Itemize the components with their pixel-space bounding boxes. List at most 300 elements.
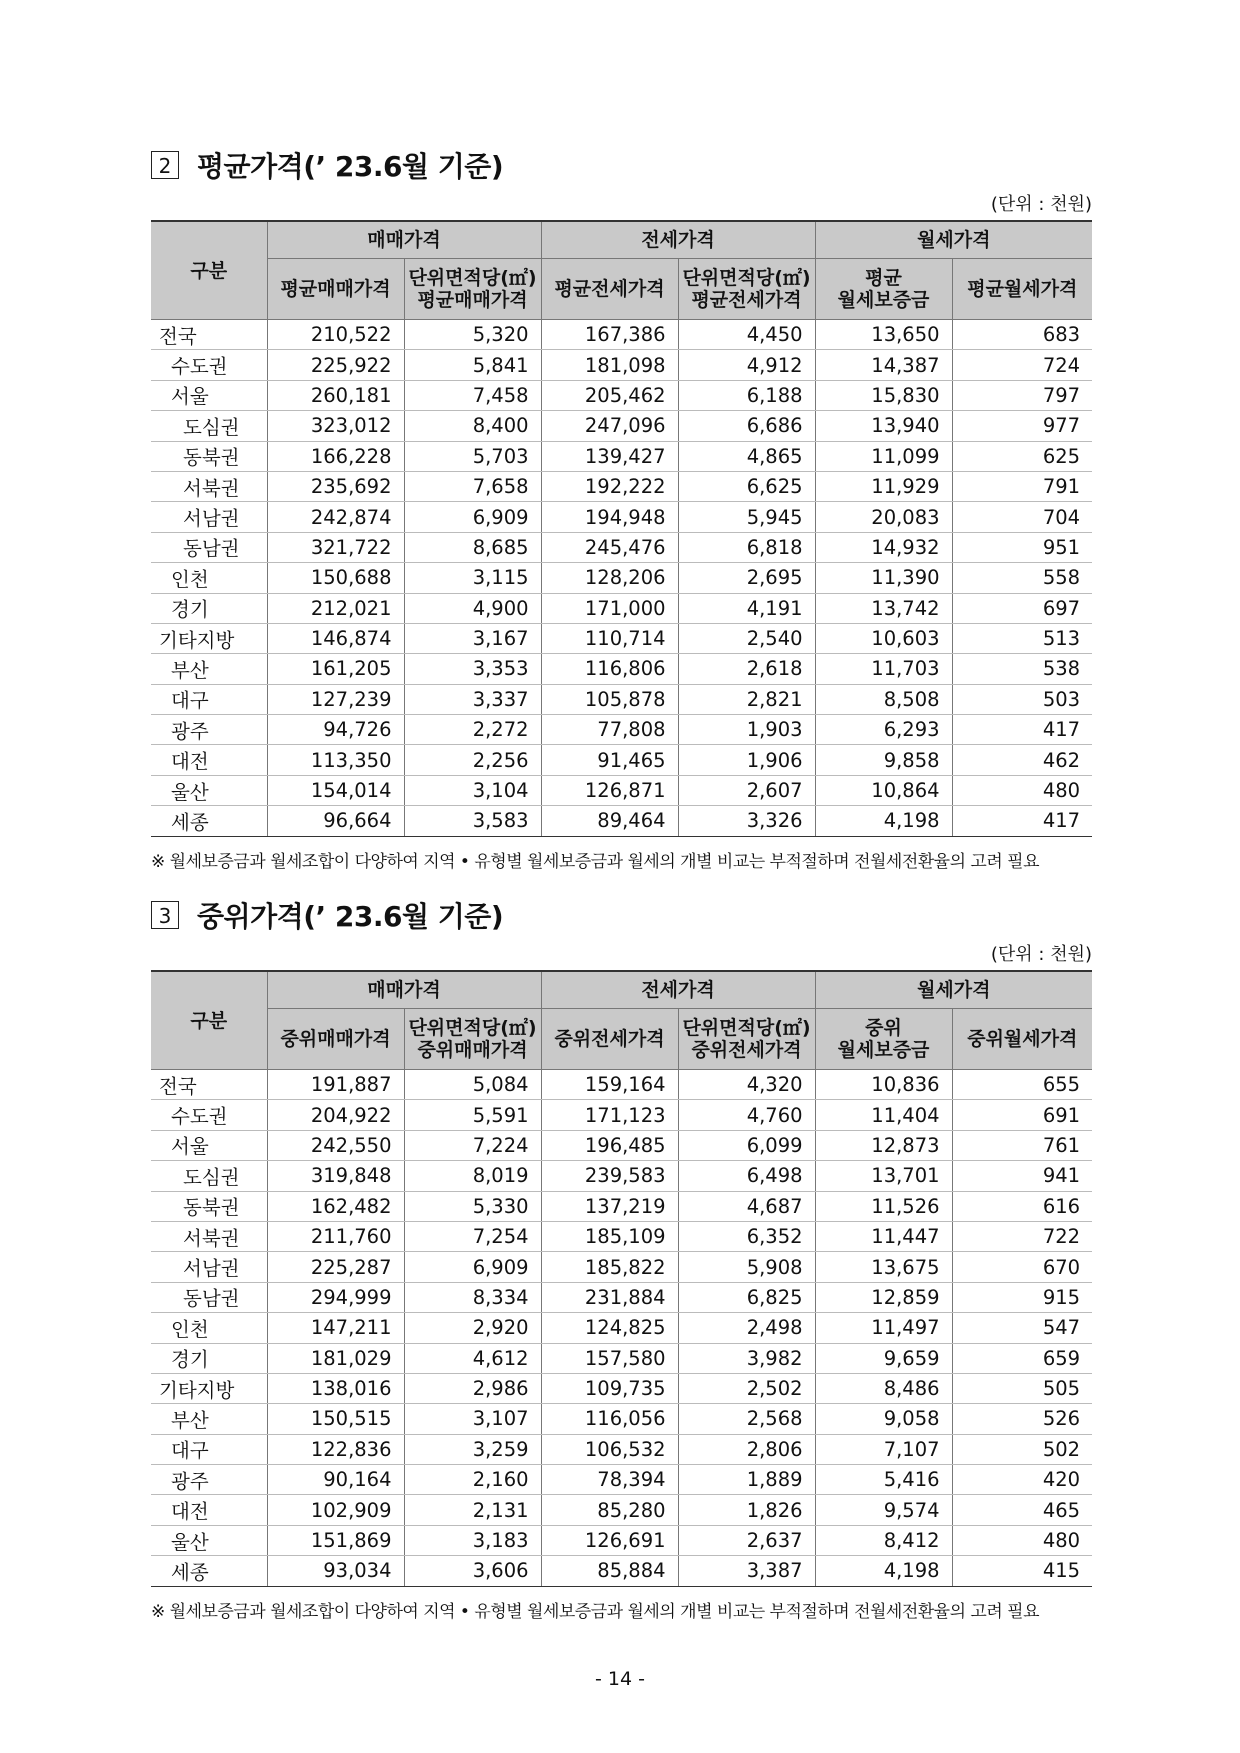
- value-cell: 211,760: [267, 1221, 404, 1251]
- value-cell: 5,841: [404, 350, 541, 380]
- value-cell: 154,014: [267, 775, 404, 805]
- value-cell: 3,353: [404, 654, 541, 684]
- value-cell: 7,107: [815, 1434, 952, 1464]
- value-cell: 2,806: [678, 1434, 815, 1464]
- value-cell: 6,293: [815, 715, 952, 745]
- value-cell: 12,859: [815, 1282, 952, 1312]
- region-cell: 동북권: [151, 1191, 267, 1221]
- value-cell: 166,228: [267, 441, 404, 471]
- value-cell: 2,160: [404, 1465, 541, 1495]
- value-cell: 185,109: [541, 1221, 678, 1251]
- value-cell: 797: [952, 380, 1092, 410]
- group-header: 매매가격: [267, 221, 541, 259]
- value-cell: 181,098: [541, 350, 678, 380]
- value-cell: 420: [952, 1465, 1092, 1495]
- value-cell: 503: [952, 684, 1092, 714]
- column-header: 중위매매가격: [267, 1009, 404, 1070]
- value-cell: 724: [952, 350, 1092, 380]
- region-cell: 서남권: [151, 502, 267, 532]
- region-cell: 인천: [151, 1313, 267, 1343]
- value-cell: 93,034: [267, 1556, 404, 1586]
- value-cell: 161,205: [267, 654, 404, 684]
- value-cell: 191,887: [267, 1070, 404, 1100]
- value-cell: 4,900: [404, 593, 541, 623]
- value-cell: 210,522: [267, 320, 404, 350]
- section-heading: 평균가격(’ 23.6월 기준): [197, 150, 504, 183]
- value-cell: 13,675: [815, 1252, 952, 1282]
- table-row: [151, 350, 1092, 380]
- value-cell: 4,198: [815, 1556, 952, 1586]
- value-cell: 239,583: [541, 1161, 678, 1191]
- value-cell: 8,685: [404, 532, 541, 562]
- value-cell: 8,400: [404, 411, 541, 441]
- value-cell: 127,239: [267, 684, 404, 714]
- value-cell: 89,464: [541, 806, 678, 836]
- value-cell: 245,476: [541, 532, 678, 562]
- table-row: [151, 532, 1092, 562]
- value-cell: 116,806: [541, 654, 678, 684]
- column-header: 중위전세가격: [541, 1009, 678, 1070]
- value-cell: 96,664: [267, 806, 404, 836]
- value-cell: 91,465: [541, 745, 678, 775]
- value-cell: 761: [952, 1130, 1092, 1160]
- table-row: [151, 1161, 1092, 1191]
- value-cell: 151,869: [267, 1525, 404, 1555]
- value-cell: 4,687: [678, 1191, 815, 1221]
- region-cell: 동북권: [151, 441, 267, 471]
- value-cell: 13,742: [815, 593, 952, 623]
- value-cell: 138,016: [267, 1373, 404, 1403]
- region-cell: 인천: [151, 563, 267, 593]
- value-cell: 8,412: [815, 1525, 952, 1555]
- value-cell: 3,259: [404, 1434, 541, 1464]
- region-header: 구분: [151, 971, 267, 1070]
- value-cell: 8,019: [404, 1161, 541, 1191]
- region-cell: 전국: [151, 320, 267, 350]
- value-cell: 7,658: [404, 471, 541, 501]
- value-cell: 11,497: [815, 1313, 952, 1343]
- column-header: 평균전세가격: [541, 259, 678, 320]
- value-cell: 146,874: [267, 623, 404, 653]
- value-cell: 235,692: [267, 471, 404, 501]
- group-header: 전세가격: [541, 971, 815, 1009]
- table-row: [151, 1313, 1092, 1343]
- value-cell: 11,447: [815, 1221, 952, 1251]
- table-row: [151, 1130, 1092, 1160]
- region-cell: 기타지방: [151, 1373, 267, 1403]
- value-cell: 110,714: [541, 623, 678, 653]
- value-cell: 225,922: [267, 350, 404, 380]
- value-cell: 147,211: [267, 1313, 404, 1343]
- value-cell: 9,574: [815, 1495, 952, 1525]
- value-cell: 3,167: [404, 623, 541, 653]
- value-cell: 2,498: [678, 1313, 815, 1343]
- table-row: [151, 502, 1092, 532]
- value-cell: 171,000: [541, 593, 678, 623]
- value-cell: 951: [952, 532, 1092, 562]
- value-cell: 7,458: [404, 380, 541, 410]
- column-header: 중위월세가격: [952, 1009, 1092, 1070]
- table-row: [151, 1221, 1092, 1251]
- value-cell: 6,686: [678, 411, 815, 441]
- value-cell: 260,181: [267, 380, 404, 410]
- section-number: 2: [151, 151, 179, 179]
- value-cell: 194,948: [541, 502, 678, 532]
- section-heading: 중위가격(’ 23.6월 기준): [197, 900, 504, 933]
- value-cell: 113,350: [267, 745, 404, 775]
- group-header: 월세가격: [815, 221, 1092, 259]
- value-cell: 242,874: [267, 502, 404, 532]
- value-cell: 6,818: [678, 532, 815, 562]
- value-cell: 205,462: [541, 380, 678, 410]
- region-cell: 전국: [151, 1070, 267, 1100]
- value-cell: 11,390: [815, 563, 952, 593]
- table-row: [151, 775, 1092, 805]
- section-title: [151, 140, 1092, 190]
- region-cell: 대전: [151, 1495, 267, 1525]
- column-header: 단위면적당(㎡) 중위전세가격: [678, 1009, 815, 1070]
- value-cell: 294,999: [267, 1282, 404, 1312]
- region-cell: 세종: [151, 1556, 267, 1586]
- section-number: 3: [151, 901, 179, 929]
- value-cell: 3,104: [404, 775, 541, 805]
- value-cell: 616: [952, 1191, 1092, 1221]
- region-cell: 울산: [151, 775, 267, 805]
- value-cell: 20,083: [815, 502, 952, 532]
- value-cell: 505: [952, 1373, 1092, 1403]
- table-row: [151, 441, 1092, 471]
- value-cell: 128,206: [541, 563, 678, 593]
- column-header: 평균 월세보증금: [815, 259, 952, 320]
- value-cell: 625: [952, 441, 1092, 471]
- region-cell: 수도권: [151, 1100, 267, 1130]
- region-header: 구분: [151, 221, 267, 320]
- value-cell: 538: [952, 654, 1092, 684]
- unit-label: (단위 : 천원): [990, 944, 1092, 965]
- value-cell: 2,131: [404, 1495, 541, 1525]
- value-cell: 321,722: [267, 532, 404, 562]
- region-cell: 경기: [151, 593, 267, 623]
- footnote: ※ 월세보증금과 월세조합이 다양하여 지역 • 유형별 월세보증금과 월세의 개별 비교는 부적절하며 전월세전환율의 고려 필요: [151, 851, 1040, 872]
- value-cell: 192,222: [541, 471, 678, 501]
- value-cell: 4,320: [678, 1070, 815, 1100]
- region-cell: 서울: [151, 380, 267, 410]
- value-cell: 124,825: [541, 1313, 678, 1343]
- value-cell: 6,498: [678, 1161, 815, 1191]
- column-header: 평균월세가격: [952, 259, 1092, 320]
- value-cell: 11,099: [815, 441, 952, 471]
- price-table: [151, 970, 1092, 1587]
- value-cell: 5,591: [404, 1100, 541, 1130]
- table-row: [151, 320, 1092, 350]
- region-cell: 부산: [151, 1404, 267, 1434]
- value-cell: 4,450: [678, 320, 815, 350]
- value-cell: 7,224: [404, 1130, 541, 1160]
- column-header: 평균매매가격: [267, 259, 404, 320]
- value-cell: 6,099: [678, 1130, 815, 1160]
- value-cell: 247,096: [541, 411, 678, 441]
- value-cell: 5,945: [678, 502, 815, 532]
- value-cell: 691: [952, 1100, 1092, 1130]
- value-cell: 167,386: [541, 320, 678, 350]
- value-cell: 465: [952, 1495, 1092, 1525]
- value-cell: 6,625: [678, 471, 815, 501]
- column-header: 중위 월세보증금: [815, 1009, 952, 1070]
- value-cell: 106,532: [541, 1434, 678, 1464]
- value-cell: 9,858: [815, 745, 952, 775]
- value-cell: 78,394: [541, 1465, 678, 1495]
- region-cell: 대구: [151, 1434, 267, 1464]
- value-cell: 171,123: [541, 1100, 678, 1130]
- value-cell: 8,334: [404, 1282, 541, 1312]
- value-cell: 2,637: [678, 1525, 815, 1555]
- value-cell: 480: [952, 775, 1092, 805]
- value-cell: 5,703: [404, 441, 541, 471]
- table-row: [151, 593, 1092, 623]
- value-cell: 4,760: [678, 1100, 815, 1130]
- table-row: [151, 1191, 1092, 1221]
- value-cell: 3,115: [404, 563, 541, 593]
- value-cell: 7,254: [404, 1221, 541, 1251]
- section-title: [151, 890, 1092, 940]
- value-cell: 1,906: [678, 745, 815, 775]
- value-cell: 319,848: [267, 1161, 404, 1191]
- value-cell: 3,583: [404, 806, 541, 836]
- value-cell: 9,659: [815, 1343, 952, 1373]
- value-cell: 5,416: [815, 1465, 952, 1495]
- region-cell: 수도권: [151, 350, 267, 380]
- value-cell: 683: [952, 320, 1092, 350]
- value-cell: 2,540: [678, 623, 815, 653]
- value-cell: 10,836: [815, 1070, 952, 1100]
- value-cell: 11,703: [815, 654, 952, 684]
- column-header: 단위면적당(㎡) 평균전세가격: [678, 259, 815, 320]
- value-cell: 4,191: [678, 593, 815, 623]
- region-cell: 서남권: [151, 1252, 267, 1282]
- table-row: [151, 563, 1092, 593]
- value-cell: 105,878: [541, 684, 678, 714]
- value-cell: 2,695: [678, 563, 815, 593]
- region-cell: 경기: [151, 1343, 267, 1373]
- value-cell: 102,909: [267, 1495, 404, 1525]
- group-header: 매매가격: [267, 971, 541, 1009]
- value-cell: 722: [952, 1221, 1092, 1251]
- table-row: [151, 380, 1092, 410]
- value-cell: 3,183: [404, 1525, 541, 1555]
- value-cell: 14,387: [815, 350, 952, 380]
- value-cell: 1,903: [678, 715, 815, 745]
- value-cell: 5,330: [404, 1191, 541, 1221]
- value-cell: 85,884: [541, 1556, 678, 1586]
- value-cell: 791: [952, 471, 1092, 501]
- group-header: 전세가격: [541, 221, 815, 259]
- value-cell: 6,352: [678, 1221, 815, 1251]
- region-cell: 도심권: [151, 1161, 267, 1191]
- table-row: [151, 623, 1092, 653]
- value-cell: 94,726: [267, 715, 404, 745]
- region-cell: 기타지방: [151, 623, 267, 653]
- value-cell: 11,404: [815, 1100, 952, 1130]
- value-cell: 150,688: [267, 563, 404, 593]
- value-cell: 139,427: [541, 441, 678, 471]
- value-cell: 159,164: [541, 1070, 678, 1100]
- unit-label: (단위 : 천원): [990, 194, 1092, 215]
- value-cell: 150,515: [267, 1404, 404, 1434]
- value-cell: 8,486: [815, 1373, 952, 1403]
- value-cell: 2,920: [404, 1313, 541, 1343]
- value-cell: 2,986: [404, 1373, 541, 1403]
- value-cell: 2,607: [678, 775, 815, 805]
- value-cell: 196,485: [541, 1130, 678, 1160]
- value-cell: 5,908: [678, 1252, 815, 1282]
- value-cell: 11,526: [815, 1191, 952, 1221]
- value-cell: 526: [952, 1404, 1092, 1434]
- value-cell: 2,272: [404, 715, 541, 745]
- region-cell: 도심권: [151, 411, 267, 441]
- table-row: [151, 1070, 1092, 1100]
- value-cell: 137,219: [541, 1191, 678, 1221]
- region-cell: 서북권: [151, 1221, 267, 1251]
- value-cell: 6,909: [404, 1252, 541, 1282]
- value-cell: 3,337: [404, 684, 541, 714]
- value-cell: 502: [952, 1434, 1092, 1464]
- value-cell: 212,021: [267, 593, 404, 623]
- value-cell: 513: [952, 623, 1092, 653]
- price-table: [151, 220, 1092, 837]
- value-cell: 3,326: [678, 806, 815, 836]
- value-cell: 109,735: [541, 1373, 678, 1403]
- value-cell: 77,808: [541, 715, 678, 745]
- value-cell: 4,198: [815, 806, 952, 836]
- value-cell: 941: [952, 1161, 1092, 1191]
- value-cell: 11,929: [815, 471, 952, 501]
- value-cell: 15,830: [815, 380, 952, 410]
- table-row: [151, 1100, 1092, 1130]
- value-cell: 659: [952, 1343, 1092, 1373]
- group-header: 월세가격: [815, 971, 1092, 1009]
- table-row: [151, 1556, 1092, 1586]
- region-cell: 대전: [151, 745, 267, 775]
- value-cell: 231,884: [541, 1282, 678, 1312]
- value-cell: 225,287: [267, 1252, 404, 1282]
- value-cell: 10,864: [815, 775, 952, 805]
- value-cell: 90,164: [267, 1465, 404, 1495]
- table-row: [151, 1495, 1092, 1525]
- region-cell: 광주: [151, 715, 267, 745]
- value-cell: 6,909: [404, 502, 541, 532]
- value-cell: 655: [952, 1070, 1092, 1100]
- value-cell: 181,029: [267, 1343, 404, 1373]
- table-row: [151, 715, 1092, 745]
- table-row: [151, 411, 1092, 441]
- region-cell: 서북권: [151, 471, 267, 501]
- value-cell: 185,822: [541, 1252, 678, 1282]
- table-row: [151, 806, 1092, 836]
- value-cell: 12,873: [815, 1130, 952, 1160]
- value-cell: 462: [952, 745, 1092, 775]
- value-cell: 915: [952, 1282, 1092, 1312]
- value-cell: 480: [952, 1525, 1092, 1555]
- table-row: [151, 1252, 1092, 1282]
- page-number: - 14 -: [595, 1668, 645, 1690]
- value-cell: 8,508: [815, 684, 952, 714]
- table-row: [151, 1343, 1092, 1373]
- table-row: [151, 1373, 1092, 1403]
- value-cell: 2,618: [678, 654, 815, 684]
- value-cell: 4,912: [678, 350, 815, 380]
- region-cell: 광주: [151, 1465, 267, 1495]
- table-row: [151, 684, 1092, 714]
- value-cell: 2,821: [678, 684, 815, 714]
- value-cell: 323,012: [267, 411, 404, 441]
- value-cell: 13,650: [815, 320, 952, 350]
- value-cell: 3,982: [678, 1343, 815, 1373]
- region-cell: 동남권: [151, 1282, 267, 1312]
- region-cell: 부산: [151, 654, 267, 684]
- value-cell: 547: [952, 1313, 1092, 1343]
- value-cell: 415: [952, 1556, 1092, 1586]
- value-cell: 977: [952, 411, 1092, 441]
- region-cell: 동남권: [151, 532, 267, 562]
- region-cell: 대구: [151, 684, 267, 714]
- value-cell: 116,056: [541, 1404, 678, 1434]
- value-cell: 6,188: [678, 380, 815, 410]
- value-cell: 3,606: [404, 1556, 541, 1586]
- value-cell: 1,889: [678, 1465, 815, 1495]
- value-cell: 3,107: [404, 1404, 541, 1434]
- value-cell: 3,387: [678, 1556, 815, 1586]
- table-row: [151, 471, 1092, 501]
- value-cell: 157,580: [541, 1343, 678, 1373]
- region-cell: 서울: [151, 1130, 267, 1160]
- value-cell: 162,482: [267, 1191, 404, 1221]
- value-cell: 14,932: [815, 532, 952, 562]
- value-cell: 670: [952, 1252, 1092, 1282]
- value-cell: 85,280: [541, 1495, 678, 1525]
- value-cell: 558: [952, 563, 1092, 593]
- value-cell: 5,320: [404, 320, 541, 350]
- value-cell: 417: [952, 715, 1092, 745]
- value-cell: 5,084: [404, 1070, 541, 1100]
- value-cell: 2,568: [678, 1404, 815, 1434]
- value-cell: 417: [952, 806, 1092, 836]
- value-cell: 242,550: [267, 1130, 404, 1160]
- value-cell: 2,256: [404, 745, 541, 775]
- table-row: [151, 745, 1092, 775]
- value-cell: 126,871: [541, 775, 678, 805]
- value-cell: 13,701: [815, 1161, 952, 1191]
- table-row: [151, 1404, 1092, 1434]
- value-cell: 13,940: [815, 411, 952, 441]
- median-price-section: [151, 890, 1092, 1622]
- table-row: [151, 1525, 1092, 1555]
- value-cell: 9,058: [815, 1404, 952, 1434]
- table-row: [151, 1282, 1092, 1312]
- value-cell: 204,922: [267, 1100, 404, 1130]
- value-cell: 4,865: [678, 441, 815, 471]
- value-cell: 122,836: [267, 1434, 404, 1464]
- value-cell: 697: [952, 593, 1092, 623]
- region-cell: 세종: [151, 806, 267, 836]
- table-row: [151, 1465, 1092, 1495]
- value-cell: 704: [952, 502, 1092, 532]
- value-cell: 2,502: [678, 1373, 815, 1403]
- footnote: ※ 월세보증금과 월세조합이 다양하여 지역 • 유형별 월세보증금과 월세의 개별 비교는 부적절하며 전월세전환율의 고려 필요: [151, 1601, 1040, 1622]
- region-cell: 울산: [151, 1525, 267, 1555]
- value-cell: 4,612: [404, 1343, 541, 1373]
- average-price-section: [151, 140, 1092, 872]
- table-row: [151, 1434, 1092, 1464]
